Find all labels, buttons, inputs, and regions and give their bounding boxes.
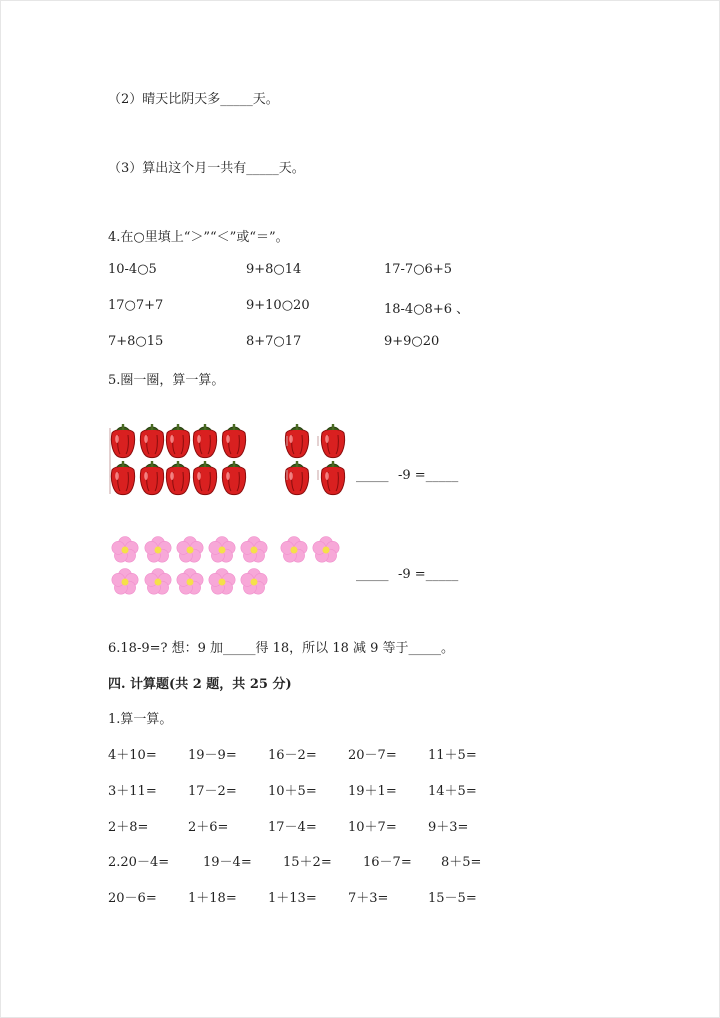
- pink-flower-icon: [145, 537, 171, 563]
- calc-cell: 2.20－4=: [108, 855, 170, 870]
- pink-flower-icon: [313, 537, 339, 563]
- calc-cell: 8＋5=: [441, 855, 482, 870]
- calc-1-title: 1.算一算。: [108, 712, 173, 727]
- calc-cell: 2＋8=: [108, 820, 149, 835]
- calc-cell: 20－6=: [108, 891, 157, 906]
- calc-cell: 11＋5=: [428, 748, 477, 763]
- section-4-title: 四. 计算题(共 2 题，共 25 分): [108, 677, 292, 692]
- compare-cell: 9+8○14: [246, 262, 302, 277]
- calc-cell: 15－5=: [428, 891, 477, 906]
- calc-cell: 17－4=: [268, 820, 317, 835]
- calc-cell: 19－4=: [203, 855, 252, 870]
- calc-cell: 10＋5=: [268, 784, 317, 799]
- calc-cell: 16－2=: [268, 748, 317, 763]
- pink-flower-icon: [177, 537, 203, 563]
- calc-cell: 1＋13=: [268, 891, 317, 906]
- calc-cell: 2＋6=: [188, 820, 229, 835]
- calc-cell: 10＋7=: [348, 820, 397, 835]
- calc-cell: 3＋11=: [108, 784, 157, 799]
- compare-cell: 9+9○20: [384, 334, 440, 349]
- question-3-text: （3）算出这个月一共有_____天。: [108, 161, 305, 176]
- calc-cell: 16－7=: [363, 855, 412, 870]
- compare-cell: 17-7○6+5: [384, 262, 452, 277]
- pink-flower-icon: [145, 569, 171, 595]
- pink-flower-icon: [281, 537, 307, 563]
- compare-cell: 10-4○5: [108, 262, 157, 277]
- compare-cell: 9+10○20: [246, 298, 310, 313]
- flower-equation: -9 =_____: [398, 567, 459, 582]
- calc-cell: 19＋1=: [348, 784, 397, 799]
- compare-cell: 17○7+7: [108, 298, 164, 313]
- pink-flower-icon: [209, 569, 235, 595]
- calc-cell: 17－2=: [188, 784, 237, 799]
- calc-cell: 20－7=: [348, 748, 397, 763]
- pink-flower-icon: [177, 569, 203, 595]
- compare-cell: 18-4○8+6 、: [384, 302, 470, 317]
- calc-cell: 4＋10=: [108, 748, 157, 763]
- calc-cell: 19－9=: [188, 748, 237, 763]
- question-6-text: 6.18-9=? 想：9 加_____得 18，所以 18 减 9 等于_____。: [108, 641, 455, 656]
- question-5-title: 5.圈一圈，算一算。: [108, 373, 225, 388]
- calc-cell: 1＋18=: [188, 891, 237, 906]
- question-4-title: 4.在○里填上“＞”“＜”或“＝”。: [108, 230, 289, 245]
- calc-cell: 7＋3=: [348, 891, 389, 906]
- compare-cell: 7+8○15: [108, 334, 164, 349]
- question-2-text: （2）晴天比阴天多_____天。: [108, 92, 279, 107]
- calc-cell: 9＋3=: [428, 820, 469, 835]
- apple-blank: _____: [356, 468, 389, 483]
- apple-equation: -9 =_____: [398, 468, 459, 483]
- pink-flower-icon: [209, 537, 235, 563]
- calc-cell: 15＋2=: [283, 855, 332, 870]
- flower-blank: _____: [356, 567, 389, 582]
- compare-cell: 8+7○17: [246, 334, 302, 349]
- pink-flower-icon: [112, 569, 138, 595]
- calc-cell: 14＋5=: [428, 784, 477, 799]
- pink-flower-icon: [241, 569, 267, 595]
- pink-flower-icon: [112, 537, 138, 563]
- pink-flower-icon: [241, 537, 267, 563]
